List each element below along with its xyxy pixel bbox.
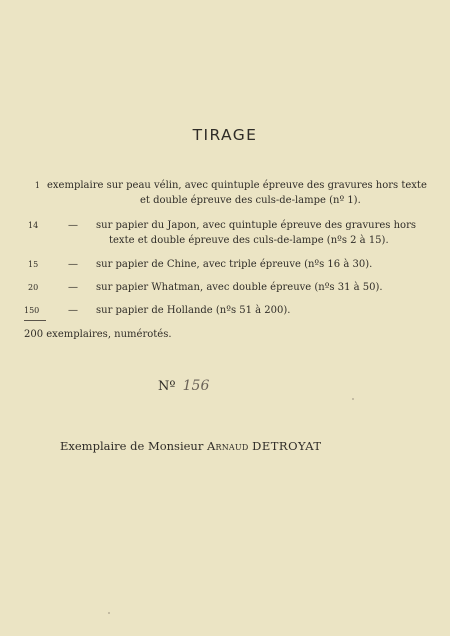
summary-divider [24, 320, 46, 321]
paper-speck [108, 612, 110, 614]
paper-speck [352, 398, 354, 400]
entry-dash: — [68, 220, 78, 231]
owner-lastname: DETROYAT [252, 439, 322, 453]
entry-dash: — [68, 259, 78, 270]
entry-description: sur papier de Chine, avec triple épreuve (nºs 16 à 30). [96, 259, 373, 270]
owner-firstname: Arnaud [207, 439, 249, 453]
entry-description: sur papier de Hollande (nºs 51 à 200). [96, 305, 291, 316]
copy-number [158, 378, 209, 394]
entry-quantity: 14 [28, 221, 39, 230]
owner-prefix: Exemplaire de Monsieur [60, 439, 204, 453]
entry-quantity: 15 [28, 260, 39, 269]
entry-quantity: 20 [28, 283, 39, 292]
entry-description-line-1: sur papier du Japon, avec quintuple épreuve des gravures hors [96, 220, 416, 231]
entry-dash: — [68, 282, 78, 293]
entry-quantity: 1 [34, 181, 40, 190]
copy-number-value: 156 [182, 378, 210, 394]
entry-description [96, 218, 416, 248]
entry-description [47, 178, 427, 208]
entry-description: sur papier Whatman, avec double épreuve (nºs 31 à 50). [96, 282, 383, 293]
entry-description-line-2: et double épreuve des culs-de-lampe (nº 1). [140, 195, 361, 206]
entry-quantity: 150 [24, 306, 40, 315]
entry-description-line-1: exemplaire sur peau vélin, avec quintuple épreuve des gravures hors texte [47, 180, 427, 191]
owner-line [60, 438, 322, 454]
entry-description-line-2: texte et double épreuve des culs-de-lampe (nºs 2 à 15). [109, 235, 389, 246]
entry-dash: — [68, 305, 78, 316]
edition-summary: 200 exemplaires, numérotés. [24, 329, 172, 340]
copy-number-prefix: Nº [158, 379, 176, 394]
page-title: TIRAGE [192, 126, 258, 144]
